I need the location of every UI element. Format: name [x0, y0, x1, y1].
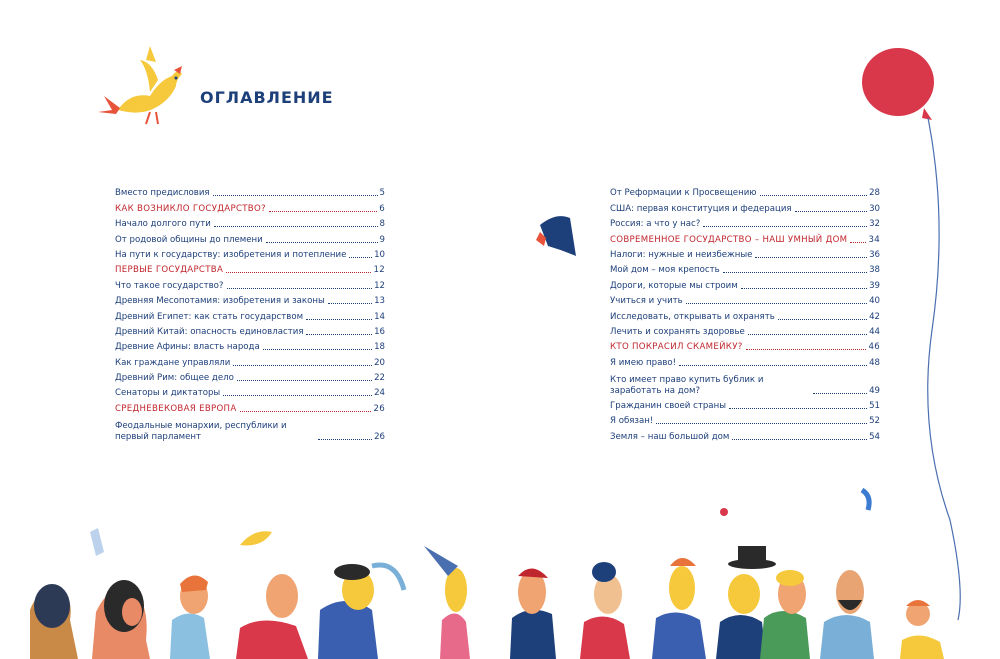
- bone-icon: [90, 528, 104, 556]
- toc-entry-row: [115, 276, 385, 291]
- toc-entry-title: На пути к государству: изобретения и потепление: [115, 249, 347, 260]
- toc-entry-title: СРЕДНЕВЕКОВАЯ ЕВРОПА: [115, 403, 237, 414]
- toc-leader-dots: [306, 334, 372, 335]
- toc-entry-title: Начало долгого пути: [115, 219, 211, 230]
- toc-page-number: 26: [374, 431, 385, 442]
- toc-page-number: 52: [869, 416, 880, 427]
- toc-leader-dots: [240, 411, 372, 412]
- toc-entry-row: [610, 412, 880, 427]
- toc-entry-title: Феодальные монархии, республики и первый парламент: [115, 420, 287, 442]
- toc-leader-dots: [679, 365, 867, 366]
- toc-entry-title: Древний Египет: как стать государством: [115, 311, 304, 322]
- toc-entry-title: Я обязан!: [610, 416, 654, 427]
- toc-entry-title: Вместо предисловия: [115, 188, 210, 199]
- toc-entry-title: Древний Рим: общее дело: [115, 373, 234, 384]
- toc-page-number: 18: [374, 342, 385, 353]
- toc-leader-dots: [729, 408, 867, 409]
- toc-leader-dots: [748, 334, 867, 335]
- toc-section-row: [115, 261, 385, 276]
- toc-page-number: 48: [869, 357, 880, 368]
- toc-page-number: 8: [379, 219, 385, 230]
- toc-leader-dots: [349, 257, 372, 258]
- toc-entry-title: Древняя Месопотамия: изобретения и законы: [115, 296, 325, 307]
- toc-entry-title: Как граждане управляли: [115, 357, 231, 368]
- toc-entry-row: [610, 369, 880, 397]
- toc-right-column: [610, 184, 880, 443]
- toc-entry-title: От Реформации к Просвещению: [610, 188, 757, 199]
- toc-leader-dots: [213, 195, 378, 196]
- toc-entry-row: [115, 384, 385, 399]
- toc-page-number: 5: [379, 188, 385, 199]
- toc-leader-dots: [223, 395, 372, 396]
- toc-entry-title: ПЕРВЫЕ ГОСУДАРСТВА: [115, 265, 224, 276]
- toc-entry-title: Кто имеет право купить бублик и заработать на дом?: [610, 374, 764, 396]
- toc-entry-title: Исследовать, открывать и охранять: [610, 311, 775, 322]
- toc-entry-row: [610, 261, 880, 276]
- toc-leader-dots: [813, 393, 867, 394]
- toc-leader-dots: [227, 288, 373, 289]
- toc-entry-title: КАК ВОЗНИКЛО ГОСУДАРСТВО?: [115, 203, 266, 214]
- toc-entry-title: Древние Афины: власть народа: [115, 342, 260, 353]
- toc-section-row: [115, 199, 385, 214]
- toc-leader-dots: [237, 380, 372, 381]
- bird-icon: [98, 46, 182, 124]
- toc-leader-dots: [263, 349, 372, 350]
- toc-page-number: 20: [374, 357, 385, 368]
- toc-leader-dots: [226, 272, 371, 273]
- toc-page-number: 51: [869, 401, 880, 412]
- toc-page-number: 42: [869, 311, 880, 322]
- toc-leader-dots: [732, 439, 867, 440]
- toc-leader-dots: [328, 303, 372, 304]
- toc-entry-row: [115, 415, 385, 443]
- toc-entry-title: От родовой общины до племени: [115, 234, 263, 245]
- toc-entry-row: [610, 292, 880, 307]
- toc-entry-title: Россия: а что у нас?: [610, 219, 701, 230]
- toc-page-number: 26: [373, 403, 385, 414]
- toc-page-number: 54: [869, 431, 880, 442]
- toc-entry-row: [610, 199, 880, 214]
- toc-entry-row: [610, 276, 880, 291]
- toc-page-number: 6: [379, 203, 385, 214]
- toc-entry-title: Древний Китай: опасность единовластия: [115, 326, 304, 337]
- toc-leader-dots: [850, 242, 866, 243]
- toc-entry-title: КТО ПОКРАСИЛ СКАМЕЙКУ?: [610, 342, 743, 353]
- toc-page-number: 24: [374, 388, 385, 399]
- toc-entry-row: [610, 397, 880, 412]
- toc-page-number: 12: [374, 280, 385, 291]
- toc-page-number: 13: [374, 296, 385, 307]
- toc-entry-title: Мой дом – моя крепость: [610, 265, 720, 276]
- toc-entry-row: [115, 230, 385, 245]
- toc-entry-title: СОВРЕМЕННОЕ ГОСУДАРСТВО – НАШ УМНЫЙ ДОМ: [610, 234, 848, 245]
- toc-entry-title: Налоги: нужные и неизбежные: [610, 249, 753, 260]
- toc-section-row: [115, 399, 385, 414]
- page-title: ОГЛАВЛЕНИЕ: [200, 88, 334, 107]
- toc-entry-row: [610, 353, 880, 368]
- toc-entry-title: Дороги, которые мы строим: [610, 280, 738, 291]
- toc-entry-row: [610, 307, 880, 322]
- toc-leader-dots: [656, 423, 867, 424]
- toc-page-number: 10: [374, 249, 385, 260]
- toc-entry-row: [115, 184, 385, 199]
- toc-leader-dots: [703, 226, 867, 227]
- crowd-illustration: [30, 546, 944, 659]
- toc-leader-dots: [214, 226, 378, 227]
- toc-left-column: [115, 184, 385, 443]
- toc-entry-title: Сенаторы и диктаторы: [115, 388, 221, 399]
- toc-entry-row: [610, 184, 880, 199]
- toc-leader-dots: [795, 211, 867, 212]
- toc-page-number: 12: [373, 265, 385, 276]
- hat-icon: [536, 216, 576, 256]
- toc-entry-title: США: первая конституция и федерация: [610, 203, 792, 214]
- toc-page-number: 22: [374, 373, 385, 384]
- toc-entry-row: [115, 353, 385, 368]
- toc-entry-row: [610, 427, 880, 442]
- toc-page-number: 36: [869, 249, 880, 260]
- toc-leader-dots: [266, 242, 378, 243]
- toc-page-number: 14: [374, 311, 385, 322]
- toc-leader-dots: [318, 439, 372, 440]
- toc-page-number: 32: [869, 219, 880, 230]
- toc-entry-title: Учиться и учить: [610, 296, 683, 307]
- toc-entry-row: [115, 307, 385, 322]
- toc-leader-dots: [233, 365, 372, 366]
- toc-leader-dots: [778, 319, 867, 320]
- toc-leader-dots: [746, 349, 867, 350]
- toc-page-number: 28: [869, 188, 880, 199]
- flower-icon: [720, 508, 728, 516]
- toc-page-number: 39: [869, 280, 880, 291]
- toc-page-number: 38: [869, 265, 880, 276]
- toc-section-row: [610, 338, 880, 353]
- toc-page-number: 16: [374, 326, 385, 337]
- toc-entry-title: Лечить и сохранять здоровье: [610, 326, 745, 337]
- toc-entry-row: [610, 246, 880, 261]
- toc-entry-row: [115, 215, 385, 230]
- toc-entry-row: [610, 323, 880, 338]
- toc-leader-dots: [723, 272, 867, 273]
- toc-section-row: [610, 230, 880, 245]
- toc-page-number: 34: [868, 234, 880, 245]
- toc-entry-row: [115, 246, 385, 261]
- toc-page-number: 30: [869, 203, 880, 214]
- toc-entry-title: Что такое государство?: [115, 280, 224, 291]
- toc-leader-dots: [306, 319, 372, 320]
- toc-page-number: 49: [869, 385, 880, 396]
- toc-page-number: 44: [869, 326, 880, 337]
- toc-leader-dots: [741, 288, 867, 289]
- toc-entry-row: [115, 338, 385, 353]
- toc-page-number: 9: [379, 234, 385, 245]
- toc-entry-row: [115, 323, 385, 338]
- toc-leader-dots: [755, 257, 867, 258]
- toc-leader-dots: [686, 303, 867, 304]
- feather-icon: [862, 490, 869, 510]
- toc-entry-row: [115, 369, 385, 384]
- toc-entry-title: Гражданин своей страны: [610, 401, 726, 412]
- toc-entry-title: Я имею право!: [610, 357, 677, 368]
- leaf-icon: [240, 531, 272, 545]
- toc-page-number: 46: [868, 342, 880, 353]
- toc-entry-row: [610, 215, 880, 230]
- toc-entry-row: [115, 292, 385, 307]
- toc-page-number: 40: [869, 296, 880, 307]
- toc-entry-title: Земля – наш большой дом: [610, 431, 730, 442]
- toc-leader-dots: [269, 211, 377, 212]
- toc-leader-dots: [760, 195, 868, 196]
